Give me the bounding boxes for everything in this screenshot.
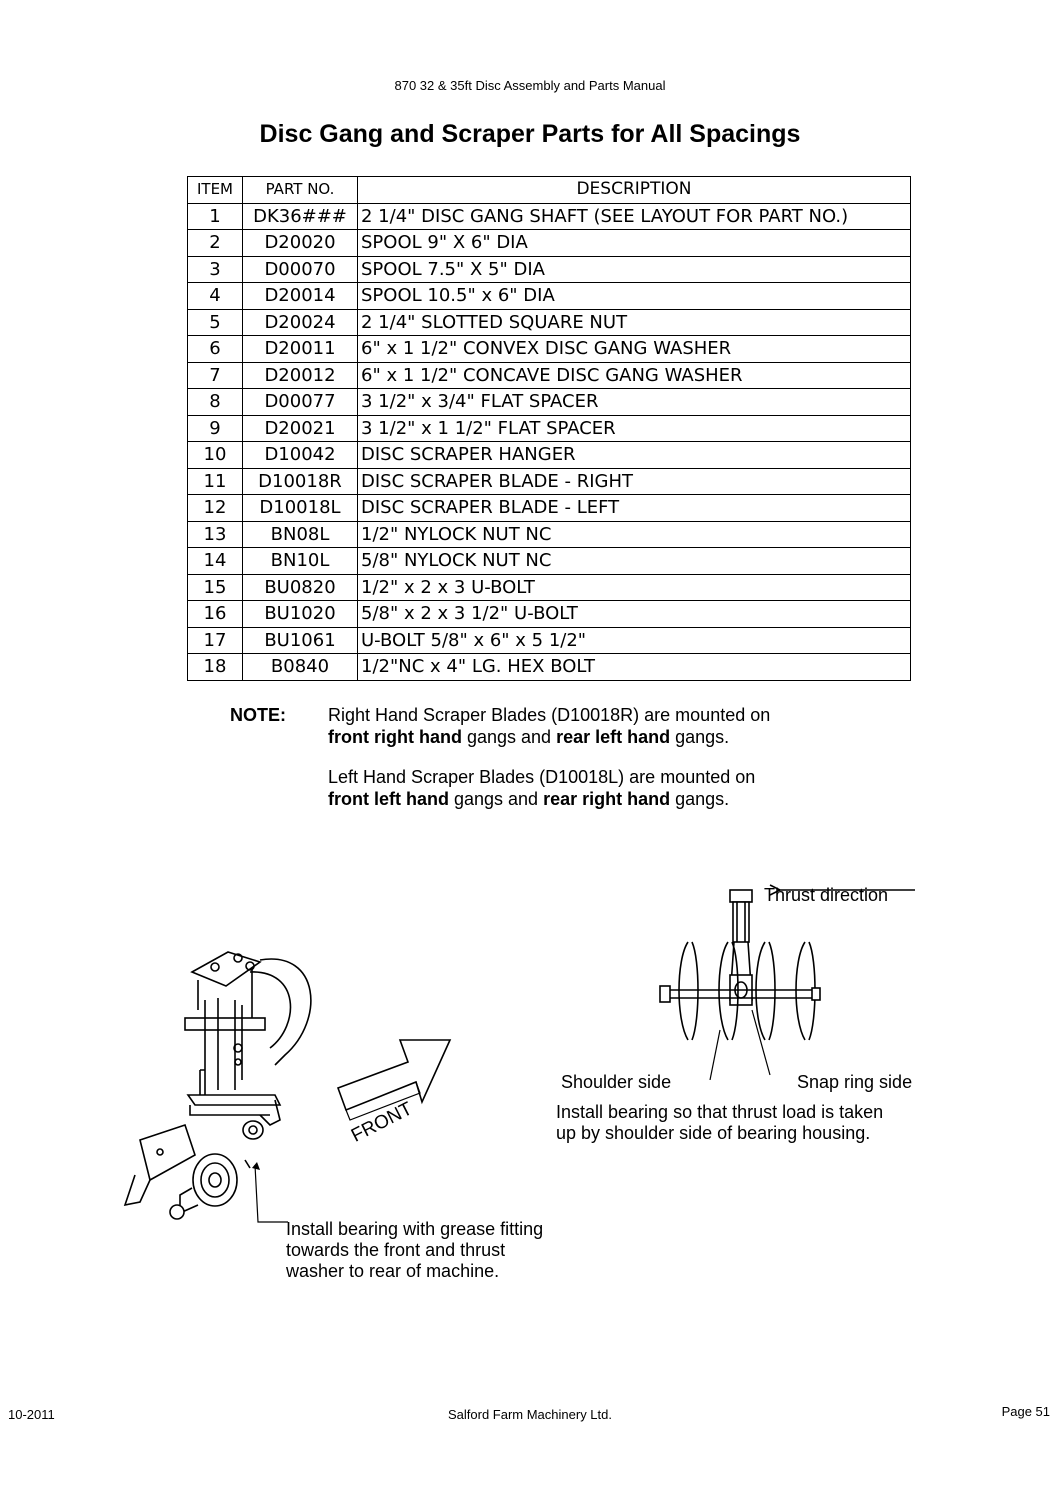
table-row	[188, 362, 911, 389]
part-no-cell: BU1020	[243, 601, 358, 628]
item-cell: 11	[188, 468, 243, 495]
description-cell: 1/2" NYLOCK NUT NC	[358, 521, 911, 548]
caption-line: washer to rear of machine.	[286, 1261, 500, 1281]
footer-page: Page 51	[1001, 1404, 1050, 1419]
table-row	[188, 389, 911, 416]
table-row	[188, 601, 911, 628]
note-emphasis: front right hand	[328, 727, 462, 747]
part-no-cell: D20012	[243, 362, 358, 389]
note-emphasis: rear right hand	[543, 789, 671, 809]
description-cell: 1/2"NC x 4" LG. HEX BOLT	[358, 654, 911, 681]
footer-date: 10-2011	[8, 1407, 55, 1422]
item-cell: 18	[188, 654, 243, 681]
part-no-cell: D00070	[243, 256, 358, 283]
part-no-cell: BN08L	[243, 521, 358, 548]
description-cell: SPOOL 10.5" x 6" DIA	[358, 283, 911, 310]
table-row	[188, 336, 911, 363]
part-no-cell: D20011	[243, 336, 358, 363]
table-row	[188, 468, 911, 495]
page-title: Disc Gang and Scraper Parts for All Spacings	[259, 120, 801, 148]
description-cell: 1/2" x 2 x 3 U-BOLT	[358, 574, 911, 601]
note-text: Left Hand Scraper Blades (D10018L) are mounted on	[328, 767, 756, 787]
thrust-caption	[556, 1102, 883, 1144]
part-no-cell: D20020	[243, 230, 358, 257]
note-text: Right Hand Scraper Blades (D10018R) are mounted on	[328, 705, 771, 725]
item-cell: 5	[188, 309, 243, 336]
front-label: FRONT	[348, 1098, 416, 1147]
note-text: gangs and	[448, 789, 544, 809]
item-cell: 10	[188, 442, 243, 469]
part-no-cell: BN10L	[243, 548, 358, 575]
description-cell: U-BOLT 5/8" x 6" x 5 1/2"	[358, 627, 911, 654]
part-no-cell: BU0820	[243, 574, 358, 601]
part-no-cell: DK36###	[243, 203, 358, 230]
caption-line: Install bearing with grease fitting	[286, 1219, 544, 1239]
item-cell: 8	[188, 389, 243, 416]
table-row	[188, 309, 911, 336]
caption-line: towards the front and thrust	[286, 1240, 506, 1260]
description-cell: 6" x 1 1/2" CONCAVE DISC GANG WASHER	[358, 362, 911, 389]
description-cell: DISC SCRAPER BLADE - LEFT	[358, 495, 911, 522]
part-no-cell: D00077	[243, 389, 358, 416]
note-emphasis: rear left hand	[556, 727, 671, 747]
description-cell: SPOOL 7.5" X 5" DIA	[358, 256, 911, 283]
description-cell: 5/8" NYLOCK NUT NC	[358, 548, 911, 575]
table-row	[188, 574, 911, 601]
table-row	[188, 654, 911, 681]
table-row	[188, 230, 911, 257]
item-cell: 13	[188, 521, 243, 548]
table-header-row	[188, 177, 911, 204]
parts-table	[187, 176, 911, 681]
part-no-cell: D20024	[243, 309, 358, 336]
note-text: gangs and	[461, 727, 557, 747]
note-text: gangs.	[670, 727, 730, 747]
item-cell: 16	[188, 601, 243, 628]
note-paragraph-right	[328, 704, 888, 748]
table-row	[188, 627, 911, 654]
description-cell: 2 1/4" DISC GANG SHAFT (SEE LAYOUT FOR PART NO.)	[358, 203, 911, 230]
description-cell: 5/8" x 2 x 3 1/2" U-BOLT	[358, 601, 911, 628]
note-emphasis: front left hand	[328, 789, 449, 809]
table-row	[188, 415, 911, 442]
item-cell: 1	[188, 203, 243, 230]
part-no-cell: B0840	[243, 654, 358, 681]
part-no-cell: D10018R	[243, 468, 358, 495]
note-paragraph-left	[328, 766, 888, 810]
caption-line: up by shoulder side of bearing housing.	[556, 1123, 871, 1143]
table-row	[188, 548, 911, 575]
snap-ring-side-label: Snap ring side	[797, 1072, 913, 1092]
part-no-cell: BU1061	[243, 627, 358, 654]
table-row	[188, 442, 911, 469]
table-row	[188, 521, 911, 548]
description-cell: 3 1/2" x 3/4" FLAT SPACER	[358, 389, 911, 416]
table-row	[188, 256, 911, 283]
parts-table-body	[188, 203, 911, 680]
item-cell: 12	[188, 495, 243, 522]
thrust-direction-label: Thrust direction	[764, 885, 889, 905]
description-cell: DISC SCRAPER BLADE - RIGHT	[358, 468, 911, 495]
table-row	[188, 495, 911, 522]
part-no-cell: D20021	[243, 415, 358, 442]
description-cell: SPOOL 9" X 6" DIA	[358, 230, 911, 257]
disc-gang-bearing-drawing	[640, 880, 940, 1080]
note-label: NOTE:	[230, 705, 286, 725]
note-text: gangs.	[670, 789, 730, 809]
part-no-header: PART NO.	[243, 177, 358, 204]
shoulder-side-label: Shoulder side	[561, 1072, 672, 1092]
part-no-cell: D20014	[243, 283, 358, 310]
item-header: ITEM	[188, 177, 243, 204]
manual-header: 870 32 & 35ft Disc Assembly and Parts Manual	[394, 78, 666, 93]
item-cell: 4	[188, 283, 243, 310]
scraper-assembly-drawing	[110, 930, 350, 1230]
grease-fitting-caption	[286, 1219, 543, 1282]
item-cell: 6	[188, 336, 243, 363]
footer-company: Salford Farm Machinery Ltd.	[447, 1407, 612, 1422]
description-cell: 6" x 1 1/2" CONVEX DISC GANG WASHER	[358, 336, 911, 363]
item-cell: 17	[188, 627, 243, 654]
caption-line: Install bearing so that thrust load is taken	[556, 1102, 884, 1122]
table-row	[188, 203, 911, 230]
description-cell: 2 1/4" SLOTTED SQUARE NUT	[358, 309, 911, 336]
table-row	[188, 283, 911, 310]
part-no-cell: D10042	[243, 442, 358, 469]
description-header: DESCRIPTION	[358, 177, 911, 204]
part-no-cell: D10018L	[243, 495, 358, 522]
description-cell: DISC SCRAPER HANGER	[358, 442, 911, 469]
item-cell: 7	[188, 362, 243, 389]
description-cell: 3 1/2" x 1 1/2" FLAT SPACER	[358, 415, 911, 442]
item-cell: 2	[188, 230, 243, 257]
item-cell: 15	[188, 574, 243, 601]
item-cell: 9	[188, 415, 243, 442]
item-cell: 14	[188, 548, 243, 575]
item-cell: 3	[188, 256, 243, 283]
